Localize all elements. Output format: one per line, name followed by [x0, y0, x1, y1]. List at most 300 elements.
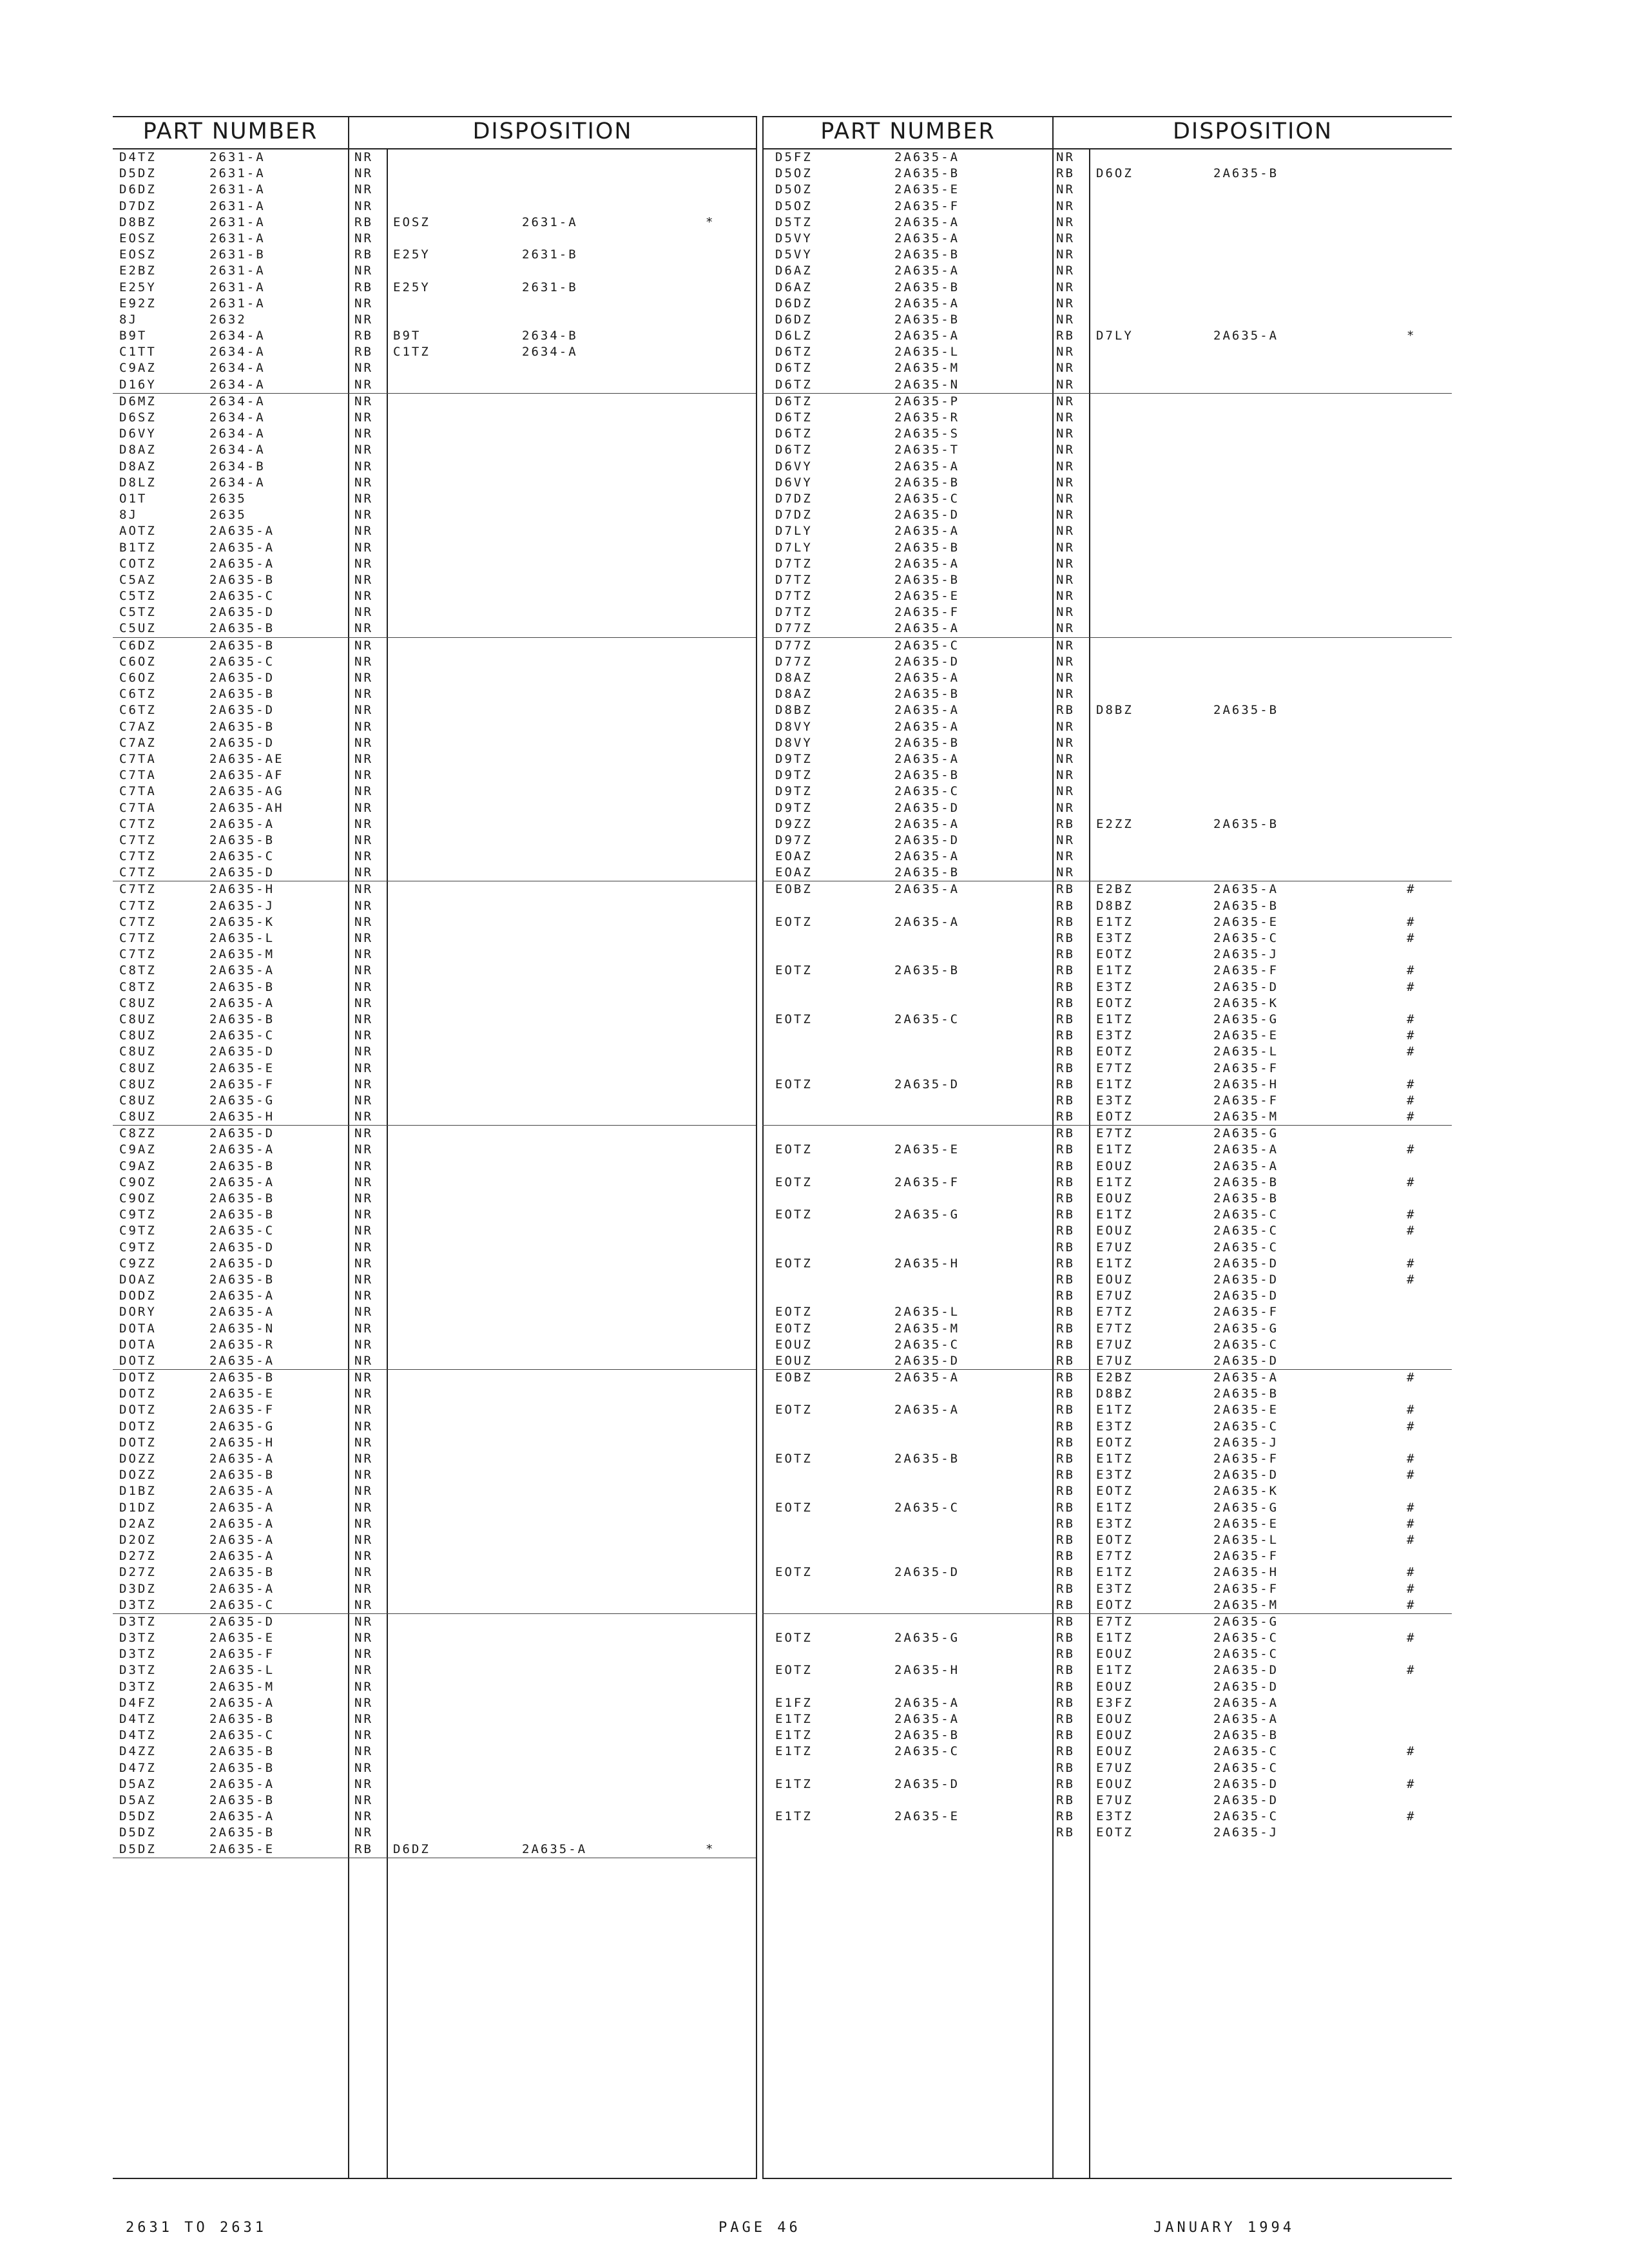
replacement-prefix-cell: EOTZ [1096, 1825, 1133, 1840]
replacement-prefix-cell: E7UZ [1096, 1240, 1133, 1254]
base-cell: 2A635-A [894, 914, 960, 929]
replacement-base-cell: 2A635-E [1213, 1028, 1279, 1043]
prefix-cell: C8UZ [119, 995, 157, 1010]
prefix-cell: C8UZ [119, 1093, 157, 1108]
base-cell: 2A635-G [894, 1631, 960, 1646]
prefix-cell: D3TZ [119, 1597, 157, 1612]
prefix-cell: D8VY [775, 719, 813, 734]
replacement-prefix-cell: E1TZ [1096, 1256, 1133, 1271]
table-row [113, 1614, 756, 1630]
replacement-prefix-cell: E1TZ [1096, 1012, 1133, 1026]
table-row [762, 995, 1452, 1012]
code-cell: NR [354, 1484, 373, 1499]
replacement-prefix-cell: E7TZ [1096, 1321, 1133, 1336]
prefix-cell: D27Z [119, 1549, 157, 1564]
table-row [113, 231, 756, 247]
table-row [113, 719, 756, 735]
base-cell: 2A635-D [894, 1077, 960, 1091]
table-row [113, 1467, 756, 1483]
replacement-prefix-cell: EOTZ [1096, 1435, 1133, 1450]
code-cell: NR [1056, 345, 1075, 360]
base-cell: 2A635-H [209, 1110, 275, 1124]
replacement-prefix-cell: E7TZ [1096, 1305, 1133, 1320]
base-cell: 2A635-E [894, 1142, 960, 1157]
code-cell: NR [354, 1419, 373, 1434]
code-cell: NR [354, 394, 373, 408]
prefix-cell: D6DZ [775, 296, 813, 311]
base-cell: 2631-A [209, 280, 265, 294]
base-cell: 2A635-H [894, 1663, 960, 1678]
replacement-base-cell: 2A635-D [1213, 1272, 1279, 1287]
code-cell: NR [354, 166, 373, 181]
left-part-number-header: PART NUMBER [142, 119, 318, 144]
note-cell: # [1407, 1272, 1416, 1287]
prefix-cell: D7LY [775, 540, 813, 555]
table-row [113, 410, 756, 426]
base-cell: 2A635-D [209, 1256, 275, 1271]
note-cell: # [1407, 1809, 1416, 1824]
prefix-cell: D9ZZ [775, 816, 813, 831]
code-cell: NR [354, 947, 373, 962]
footer-page: PAGE 46 [718, 2220, 801, 2236]
prefix-cell: EOTZ [775, 1565, 813, 1580]
table-row [762, 1321, 1452, 1337]
replacement-prefix-cell: EOUZ [1096, 1224, 1133, 1238]
base-cell: 2A635-AE [209, 751, 284, 766]
code-cell: NR [354, 979, 373, 994]
table-row [113, 426, 756, 442]
base-cell: 2A635-L [209, 931, 275, 945]
prefix-cell: EOTZ [775, 1077, 813, 1091]
base-cell: 2A635-B [209, 1712, 275, 1726]
base-cell: 2A635-B [209, 1792, 275, 1807]
replacement-prefix-cell: D8BZ [1096, 898, 1133, 913]
code-cell: NR [354, 1679, 373, 1694]
code-cell: RB [1056, 898, 1075, 913]
prefix-cell: EOTZ [775, 1207, 813, 1222]
table-row [762, 1012, 1452, 1028]
code-cell: NR [354, 1809, 373, 1824]
prefix-cell: C8UZ [119, 1077, 157, 1091]
replacement-base-cell: 2A635-B [1213, 703, 1279, 718]
replacement-base-cell: 2A635-C [1213, 1419, 1279, 1434]
code-cell: NR [354, 621, 373, 636]
table-row [762, 1630, 1452, 1646]
code-cell: NR [1056, 556, 1075, 571]
prefix-cell: EOTZ [775, 1631, 813, 1646]
table-row [762, 1223, 1452, 1239]
prefix-cell: C8TZ [119, 979, 157, 994]
base-cell: 2A635-A [894, 459, 960, 474]
base-cell: 2A635-A [209, 1175, 275, 1189]
prefix-cell: EOTZ [775, 963, 813, 978]
base-cell: 2A635-A [894, 751, 960, 766]
code-cell: RB [1056, 1825, 1075, 1840]
code-cell: RB [1056, 1597, 1075, 1612]
prefix-cell: D6DZ [119, 182, 157, 197]
table-row [113, 1564, 756, 1581]
code-cell: RB [354, 329, 373, 343]
base-cell: 2A635-B [209, 687, 275, 702]
table-row [113, 344, 756, 360]
replacement-prefix-cell: EOUZ [1096, 1679, 1133, 1694]
prefix-cell: C9ZZ [119, 1256, 157, 1271]
base-cell: 2A635-AG [209, 784, 284, 799]
code-cell: NR [1056, 296, 1075, 311]
prefix-cell: D4TZ [119, 1728, 157, 1743]
prefix-cell: D4ZZ [119, 1744, 157, 1759]
prefix-cell: B9T [119, 329, 148, 343]
replacement-base-cell: 2A635-C [1213, 1631, 1279, 1646]
code-cell: RB [1056, 1175, 1075, 1189]
prefix-cell: D5AZ [119, 1776, 157, 1791]
base-cell: 2A635-F [894, 198, 960, 213]
code-cell: RB [1056, 1191, 1075, 1206]
base-cell: 2A635-C [209, 1597, 275, 1612]
base-cell: 2634-A [209, 394, 265, 408]
table-row [113, 638, 756, 654]
table-row [762, 914, 1452, 930]
base-cell: 2A635-A [209, 1484, 275, 1499]
code-cell: NR [354, 638, 373, 653]
table-row [113, 280, 756, 296]
table-row [113, 1093, 756, 1109]
replacement-prefix-cell: E3TZ [1096, 1093, 1133, 1108]
prefix-cell: EOTZ [775, 1321, 813, 1336]
base-cell: 2A635-C [209, 1028, 275, 1043]
base-cell: 2A635-C [894, 1744, 960, 1759]
prefix-cell: C7TZ [119, 816, 157, 831]
code-cell: RB [1056, 1809, 1075, 1824]
table-row [113, 930, 756, 947]
prefix-cell: D77Z [775, 638, 813, 653]
prefix-cell: C9OZ [119, 1191, 157, 1206]
note-cell: # [1407, 1468, 1416, 1483]
table-row [762, 865, 1452, 881]
code-cell: NR [354, 1158, 373, 1173]
table-row [762, 1191, 1452, 1207]
table-row [113, 604, 756, 620]
code-cell: NR [354, 589, 373, 604]
table-row [762, 215, 1452, 231]
table-row [762, 1304, 1452, 1320]
base-cell: 2A635-A [209, 1353, 275, 1368]
table-row [113, 620, 756, 637]
base-cell: 2A635-K [209, 914, 275, 929]
code-cell: RB [1056, 1744, 1075, 1759]
code-cell: RB [1056, 1712, 1075, 1726]
note-cell: # [1407, 882, 1416, 897]
code-cell: NR [354, 671, 373, 685]
prefix-cell: D8LZ [119, 475, 157, 490]
replacement-base-cell: 2A635-C [1213, 1647, 1279, 1662]
prefix-cell: D2OZ [119, 1532, 157, 1547]
replacement-prefix-cell: E3TZ [1096, 1028, 1133, 1043]
base-cell: 2A635-C [209, 654, 275, 669]
right-part-number-header: PART NUMBER [820, 119, 996, 144]
prefix-cell: C6TZ [119, 703, 157, 718]
table-row [762, 767, 1452, 783]
replacement-prefix-cell: E25Y [393, 247, 430, 262]
code-cell: NR [354, 1760, 373, 1775]
replacement-prefix-cell: E3TZ [1096, 931, 1133, 945]
base-cell: 2A635-A [209, 1142, 275, 1157]
base-cell: 2A635-C [209, 1728, 275, 1743]
code-cell: NR [1056, 735, 1075, 750]
table-row [113, 588, 756, 604]
code-cell: NR [1056, 198, 1075, 213]
table-row [762, 1467, 1452, 1483]
table-row [113, 149, 756, 166]
replacement-prefix-cell: EOUZ [1096, 1728, 1133, 1743]
note-cell: # [1407, 1256, 1416, 1271]
prefix-cell: C6OZ [119, 654, 157, 669]
note-cell: * [706, 215, 715, 229]
prefix-cell: O1T [119, 491, 148, 506]
table-row [762, 1256, 1452, 1272]
code-cell: NR [1056, 589, 1075, 604]
table-row [113, 312, 756, 328]
base-cell: 2A635-N [209, 1321, 275, 1336]
table-row [762, 1532, 1452, 1548]
base-cell: 2A635-B [894, 768, 960, 783]
replacement-base-cell: 2A635-G [1213, 1614, 1279, 1629]
table-row [762, 312, 1452, 328]
table-row [113, 1841, 756, 1858]
table-row [113, 947, 756, 963]
table-row [762, 588, 1452, 604]
replacement-prefix-cell: E1TZ [1096, 1207, 1133, 1222]
prefix-cell: D8BZ [775, 703, 813, 718]
replacement-prefix-cell: E25Y [393, 280, 430, 294]
base-cell: 2A635-B [209, 1191, 275, 1206]
base-cell: 2A635-M [209, 1679, 275, 1694]
replacement-prefix-cell: E7TZ [1096, 1126, 1133, 1141]
prefix-cell: C7TA [119, 800, 157, 815]
prefix-cell: C9TZ [119, 1207, 157, 1222]
note-cell: # [1407, 1093, 1416, 1108]
code-cell: RB [1056, 1142, 1075, 1157]
table-row [113, 1451, 756, 1467]
table-row [113, 670, 756, 686]
table-row [113, 914, 756, 930]
table-row [762, 572, 1452, 588]
code-cell: NR [354, 1532, 373, 1547]
code-cell: RB [1056, 1776, 1075, 1791]
base-cell: 2A635-D [209, 735, 275, 750]
code-cell: RB [1056, 1679, 1075, 1694]
base-cell: 2A635-C [894, 491, 960, 506]
code-cell: NR [354, 816, 373, 831]
note-cell: # [1407, 1044, 1416, 1059]
base-cell: 2A635-R [894, 410, 960, 425]
code-cell: NR [354, 1061, 373, 1075]
table-row [113, 1321, 756, 1337]
prefix-cell: DOAZ [119, 1272, 157, 1287]
base-cell: 2A635-B [209, 719, 275, 734]
table-row [762, 507, 1452, 523]
table-row [762, 263, 1452, 279]
code-cell: RB [1056, 931, 1075, 945]
replacement-base-cell: 2A635-A [1213, 1142, 1279, 1157]
replacement-base-cell: 2A635-G [1213, 1500, 1279, 1515]
replacement-base-cell: 2A635-C [1213, 931, 1279, 945]
table-row [762, 1370, 1452, 1386]
table-row [113, 1402, 756, 1418]
code-cell: RB [354, 280, 373, 294]
replacement-prefix-cell: E1TZ [1096, 1403, 1133, 1418]
prefix-cell: D6TZ [775, 361, 813, 376]
base-cell: 2A635-B [894, 735, 960, 750]
note-cell: * [1407, 329, 1416, 343]
base-cell: 2A635-A [209, 1516, 275, 1531]
base-cell: 2A635-B [894, 247, 960, 262]
base-cell: 2634-A [209, 410, 265, 425]
base-cell: 2A635-B [894, 280, 960, 294]
prefix-cell: B1TZ [119, 540, 157, 555]
prefix-cell: D5TZ [775, 215, 813, 229]
prefix-cell: C8UZ [119, 1044, 157, 1059]
prefix-cell: C7TZ [119, 898, 157, 913]
table-row [113, 1597, 756, 1614]
prefix-cell: D5DZ [119, 1841, 157, 1856]
base-cell: 2A635-H [209, 882, 275, 897]
note-cell: # [1407, 1776, 1416, 1791]
code-cell: RB [1056, 1549, 1075, 1564]
note-cell: # [1407, 1207, 1416, 1222]
table-row [113, 702, 756, 718]
prefix-cell: E1TZ [775, 1712, 813, 1726]
table-row [113, 572, 756, 588]
table-row [762, 800, 1452, 816]
table-row [762, 1175, 1452, 1191]
replacement-prefix-cell: E1TZ [1096, 963, 1133, 978]
table-row [762, 475, 1452, 491]
prefix-cell: D8AZ [775, 687, 813, 702]
base-cell: 2A635-D [894, 654, 960, 669]
note-cell: # [1407, 1532, 1416, 1547]
code-cell: NR [1056, 621, 1075, 636]
prefix-cell: DOTZ [119, 1353, 157, 1368]
prefix-cell: D9TZ [775, 800, 813, 815]
code-cell: NR [1056, 751, 1075, 766]
base-cell: 2A635-A [209, 524, 275, 539]
table-row [762, 166, 1452, 182]
code-cell: NR [354, 1126, 373, 1141]
prefix-cell: C8UZ [119, 1061, 157, 1075]
code-cell: NR [354, 1272, 373, 1287]
catalog-sheet [113, 116, 1453, 2236]
code-cell: NR [354, 768, 373, 783]
base-cell: 2A635-B [894, 1728, 960, 1743]
prefix-cell: DOTA [119, 1337, 157, 1352]
base-cell: 2631-A [209, 231, 265, 245]
table-row [113, 394, 756, 410]
code-cell: RB [1056, 1695, 1075, 1710]
code-cell: NR [1056, 832, 1075, 847]
code-cell: NR [354, 540, 373, 555]
table-row [762, 459, 1452, 475]
table-row [762, 1207, 1452, 1223]
table-row [113, 1337, 756, 1353]
base-cell: 2634-A [209, 427, 265, 441]
table-row [762, 344, 1452, 360]
base-cell: 2A635-A [209, 1452, 275, 1466]
table-row [762, 1483, 1452, 1499]
base-cell: 2A635-B [894, 572, 960, 587]
code-cell: RB [1056, 1792, 1075, 1807]
replacement-base-cell: 2A635-K [1213, 1484, 1279, 1499]
code-cell: RB [1056, 1207, 1075, 1222]
code-cell: RB [1056, 816, 1075, 831]
note-cell: # [1407, 1110, 1416, 1124]
prefix-cell: D5AZ [119, 1792, 157, 1807]
replacement-prefix-cell: C1TZ [393, 345, 430, 360]
table-row [113, 556, 756, 572]
code-cell: NR [354, 1175, 373, 1189]
table-row [113, 1256, 756, 1272]
prefix-cell: E92Z [119, 296, 157, 311]
table-row [762, 198, 1452, 215]
code-cell: RB [1056, 1728, 1075, 1743]
base-cell: 2A635-F [894, 1175, 960, 1189]
code-cell: NR [1056, 182, 1075, 197]
code-cell: NR [354, 427, 373, 441]
replacement-prefix-cell: E7UZ [1096, 1289, 1133, 1303]
code-cell: NR [1056, 361, 1075, 376]
table-row [113, 979, 756, 995]
code-cell: NR [354, 1712, 373, 1726]
table-row [113, 459, 756, 475]
table-row [113, 1012, 756, 1028]
prefix-cell: D3TZ [119, 1631, 157, 1646]
table-row [113, 198, 756, 215]
code-cell: NR [354, 312, 373, 327]
base-cell: 2A635-M [209, 947, 275, 962]
prefix-cell: C5TZ [119, 605, 157, 620]
code-cell: NR [1056, 849, 1075, 864]
replacement-base-cell: 2A635-D [1213, 1289, 1279, 1303]
table-row [113, 1419, 756, 1435]
code-cell: RB [1056, 1028, 1075, 1043]
code-cell: RB [1056, 1158, 1075, 1173]
replacement-prefix-cell: B9T [393, 329, 421, 343]
code-cell: NR [354, 1240, 373, 1254]
code-cell: NR [1056, 687, 1075, 702]
prefix-cell: D5DZ [119, 166, 157, 181]
replacement-prefix-cell: D7LY [1096, 329, 1133, 343]
base-cell: 2A635-AF [209, 768, 284, 783]
prefix-cell: D3TZ [119, 1679, 157, 1694]
code-cell: NR [354, 1792, 373, 1807]
table-row [113, 540, 756, 556]
base-cell: 2A635-A [894, 703, 960, 718]
base-cell: 2A635-C [209, 1224, 275, 1238]
note-cell: # [1407, 963, 1416, 978]
note-cell: # [1407, 1370, 1416, 1385]
note-cell: # [1407, 1224, 1416, 1238]
prefix-cell: D6VY [119, 427, 157, 441]
prefix-cell: D6LZ [775, 329, 813, 343]
code-cell: RB [1056, 1647, 1075, 1662]
prefix-cell: D7DZ [119, 198, 157, 213]
table-row [762, 328, 1452, 344]
code-cell: NR [354, 882, 373, 897]
base-cell: 2A635-A [894, 816, 960, 831]
base-cell: 2635 [209, 508, 247, 523]
code-cell: RB [1056, 1289, 1075, 1303]
code-cell: NR [1056, 394, 1075, 408]
